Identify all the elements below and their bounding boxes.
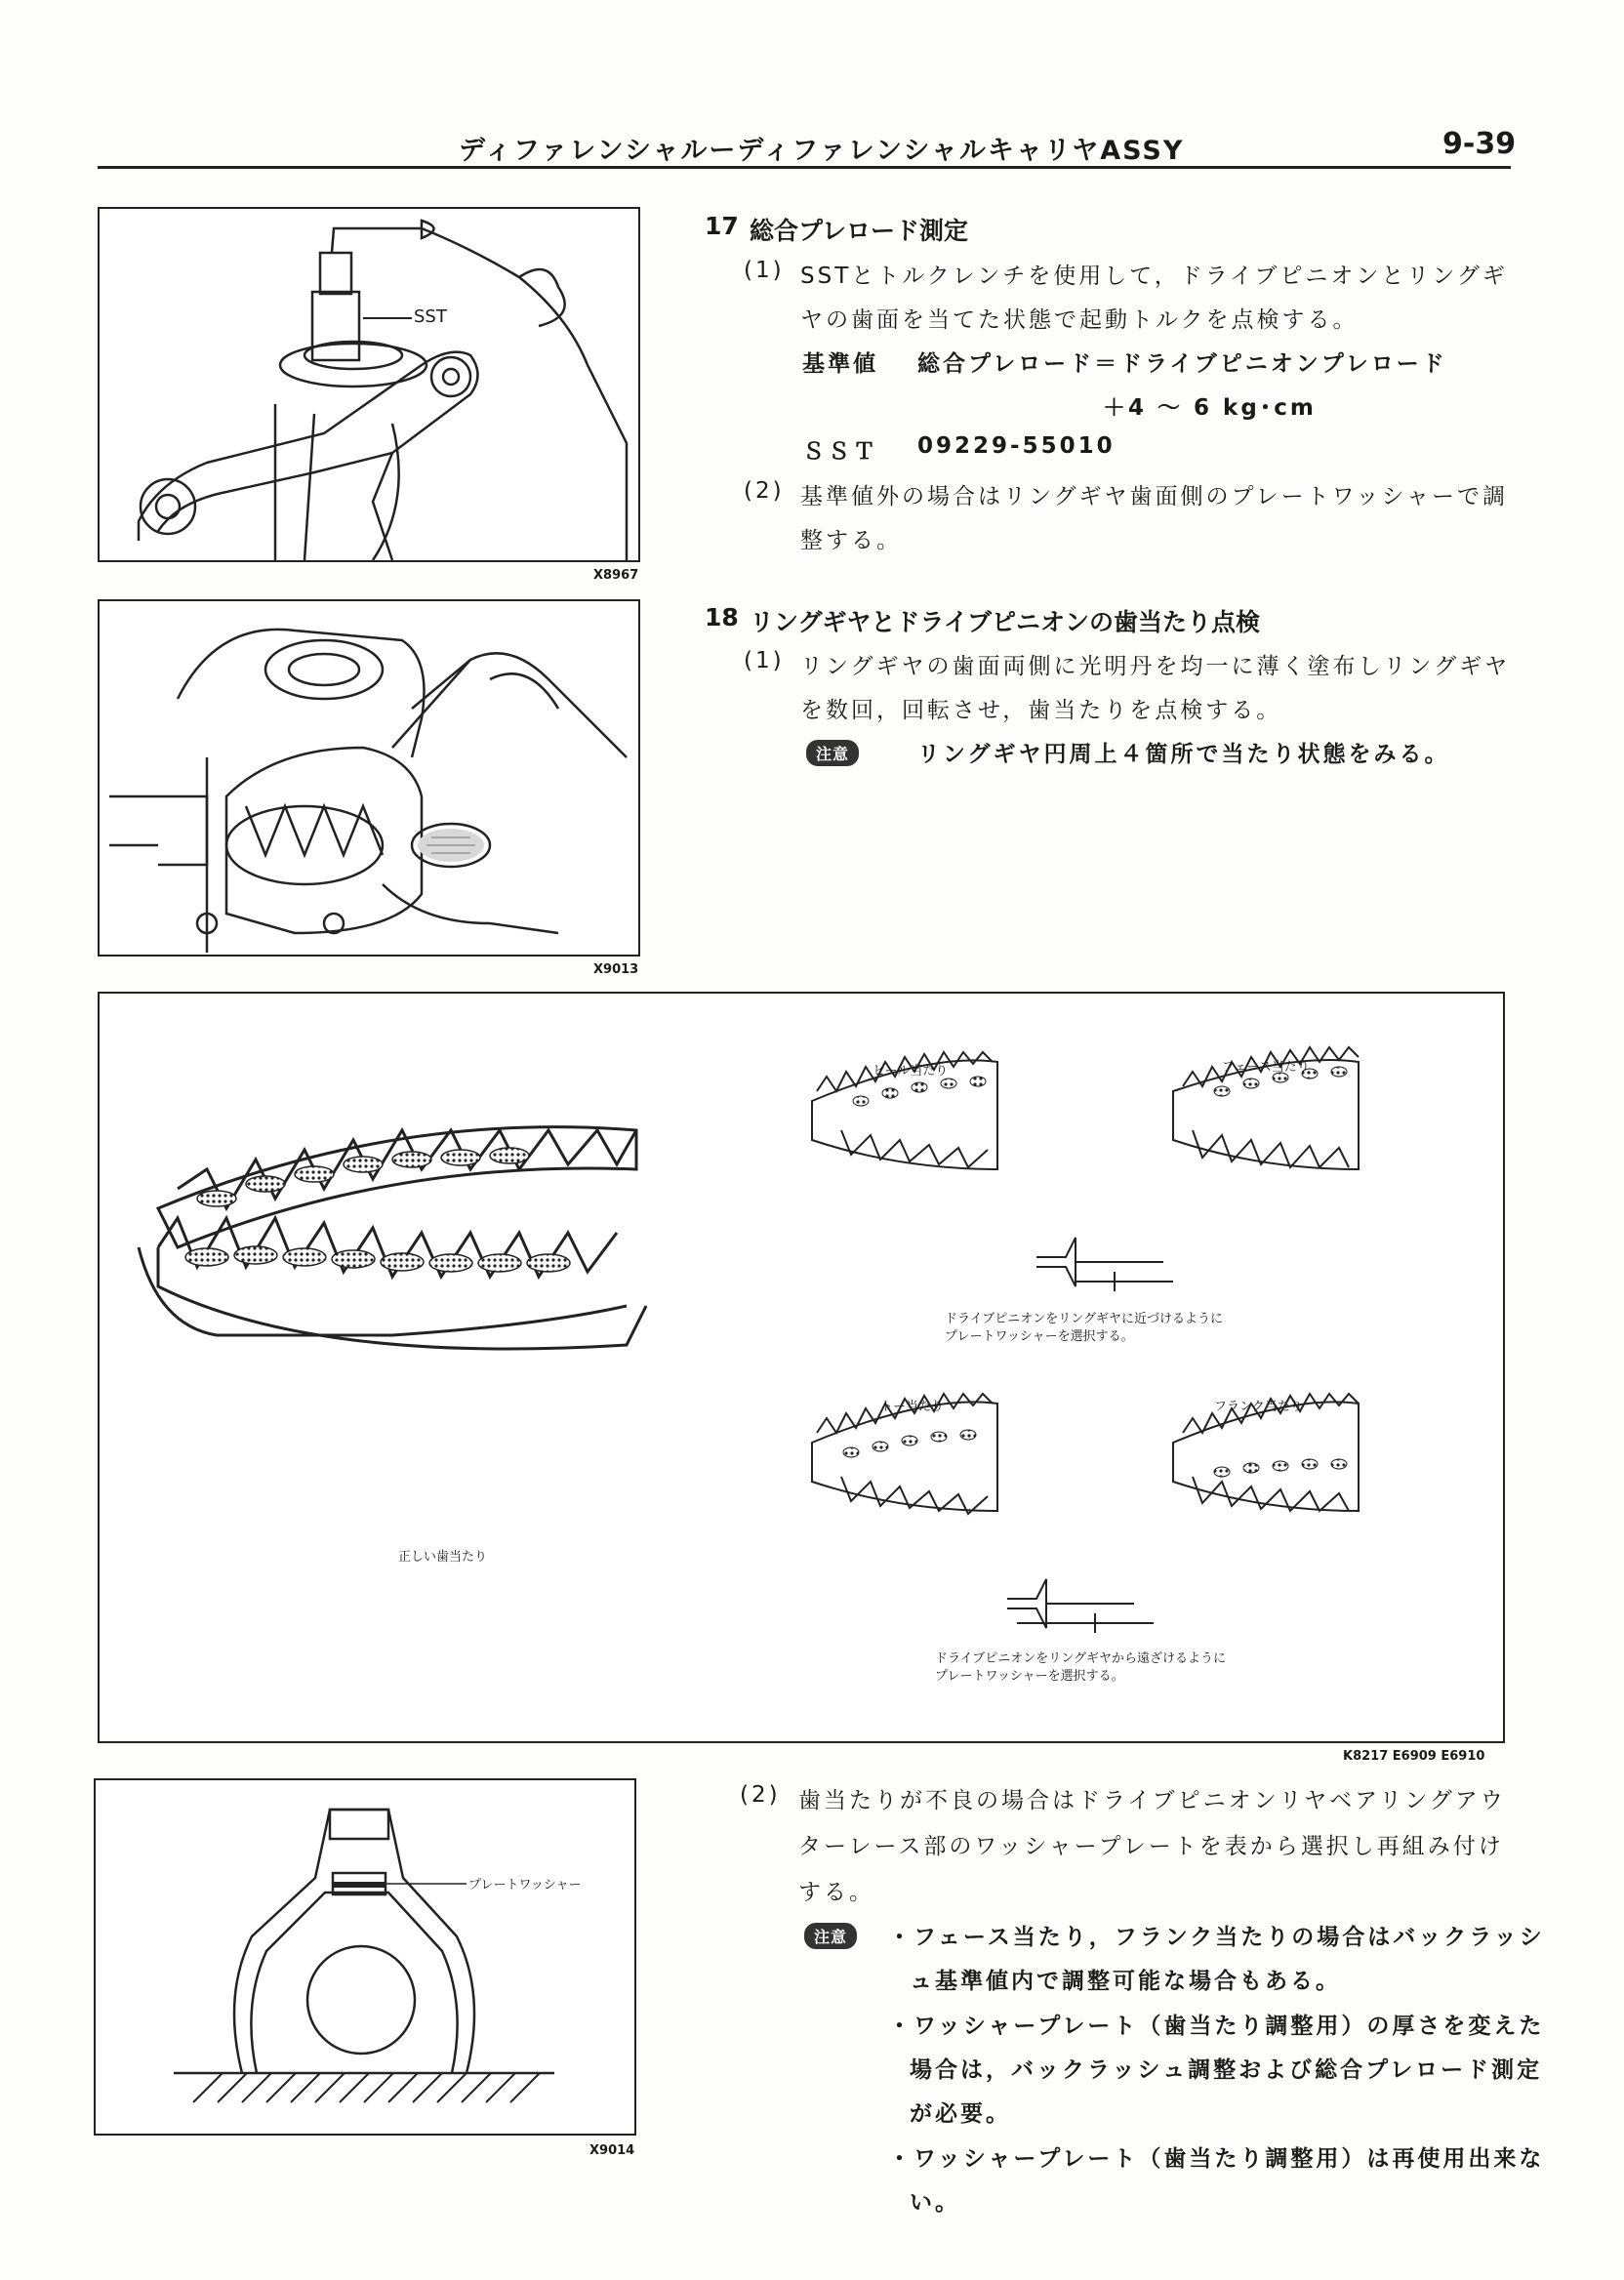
page-number: 9-39 <box>1442 127 1517 161</box>
sst-illustration <box>100 209 638 560</box>
figure-code-k8217: K8217 E6909 E6910 <box>1343 1749 1485 1764</box>
sst-spec-value: 09229-55010 <box>917 433 1116 459</box>
plate-washer-illustration <box>96 1780 634 2134</box>
step-17-item-2-line-1: 基準値外の場合はリングギヤ歯面側のプレートワッシャーで調 <box>800 484 1509 509</box>
figure-red-lead-application <box>98 599 640 957</box>
note-bullet-3-line-1: ・ワッシャープレート（歯当たり調整用）は再使用出来な <box>888 2146 1545 2172</box>
step-17-number: 17 <box>705 212 739 240</box>
sst-label: SST <box>414 306 447 327</box>
label-note-closer-2: プレートワッシャーを選択する。 <box>945 1329 1134 1344</box>
ring-gear-paint-illustration <box>100 601 638 955</box>
step-18-item-1-line-2: を数回，回転させ，歯当たりを点検する。 <box>800 698 1282 723</box>
label-heel-contact: ヒール当たり <box>873 1064 949 1079</box>
step-18-item-2-line-3: する。 <box>798 1880 874 1905</box>
step-18-item-1-line-1: リングギヤの歯面両側に光明丹を均一に薄く塗布しリングギヤ <box>800 654 1511 679</box>
step-18-item-2-number: (2) <box>740 1782 781 1808</box>
hint-badge: 注意 <box>806 740 859 766</box>
label-note-away-2: プレートワッシャーを選択する。 <box>935 1669 1124 1684</box>
step-17-item-2-number: (2) <box>744 478 785 504</box>
plate-washer-label: プレートワッシャー <box>468 1878 582 1893</box>
label-note-away-1: ドライブピニオンをリングギヤから遠ざけるように <box>935 1651 1226 1666</box>
step-18-item-1-number: (1) <box>744 648 785 673</box>
label-correct-contact: 正しい歯当たり <box>398 1550 488 1565</box>
note-bullet-1-line-1: ・フェース当たり，フランク当たりの場合はバックラッシ <box>888 1925 1545 1950</box>
note-bullet-3-line-2: い。 <box>910 2190 960 2216</box>
step-17-title: 総合プレロード測定 <box>750 217 969 245</box>
step-18-item-2-line-2: ターレース部のワッシャープレートを表から選択し再組み付け <box>798 1834 1504 1859</box>
step-17-item-1-line-1: SSTとトルクレンチを使用して，ドライブピニオンとリングギ <box>800 264 1508 289</box>
page-header-title: ディファレンシャルーディファレンシャルキャリヤASSY <box>459 136 1185 166</box>
note-bullet-2-line-1: ・ワッシャープレート（歯当たり調整用）の厚さを変えた <box>888 2014 1545 2039</box>
step-17-item-1-number: (1) <box>744 258 785 283</box>
step-18-title: リングギヤとドライブピニオンの歯当たり点検 <box>750 608 1261 636</box>
figure-code-x8967: X8967 <box>593 568 639 583</box>
figure-plate-washer <box>94 1778 636 2136</box>
figure-sst-preload <box>98 207 640 562</box>
figure-code-x9014: X9014 <box>589 2143 635 2158</box>
step-18-number: 18 <box>705 603 739 631</box>
note-bullet-2-line-3: が必要。 <box>910 2101 1011 2127</box>
header-rule <box>98 166 1511 169</box>
label-flank-contact: フランク当たり <box>1214 1400 1303 1414</box>
figure-tooth-contact-patterns <box>98 992 1505 1743</box>
label-note-closer-1: ドライブピニオンをリングギヤに近づけるように <box>945 1312 1223 1326</box>
label-toe-contact: トー当たり <box>880 1400 945 1414</box>
step-17-item-2-line-2: 整する。 <box>800 528 902 553</box>
standard-value-line-2: ＋4 ～ 6 kg･cm <box>1103 395 1317 421</box>
step-18-item-2-line-1: 歯当たりが不良の場合はドライブピニオンリヤベアリングアウ <box>798 1788 1506 1813</box>
sst-spec-label: ＳＳＴ <box>802 439 878 465</box>
step-17-item-1-line-2: ヤの歯面を当てた状態で起動トルクを点検する。 <box>800 307 1359 333</box>
hint-text: リングギヤ円周上４箇所で当たり状態をみる。 <box>917 742 1450 767</box>
figure-code-x9013: X9013 <box>593 962 639 977</box>
standard-value-line-1: 総合プレロード＝ドライブピニオンプレロード <box>917 351 1447 377</box>
standard-value-label: 基準値 <box>802 351 878 377</box>
contact-patterns-illustration <box>100 994 1503 1741</box>
label-face-contact: フェース当たり <box>1222 1060 1310 1075</box>
note-badge: 注意 <box>804 1923 857 1949</box>
note-bullet-1-line-2: ュ基準値内で調整可能な場合もある。 <box>910 1969 1341 1994</box>
note-bullet-2-line-2: 場合は，バックラッシュ調整および総合プレロード測定 <box>910 2057 1543 2083</box>
